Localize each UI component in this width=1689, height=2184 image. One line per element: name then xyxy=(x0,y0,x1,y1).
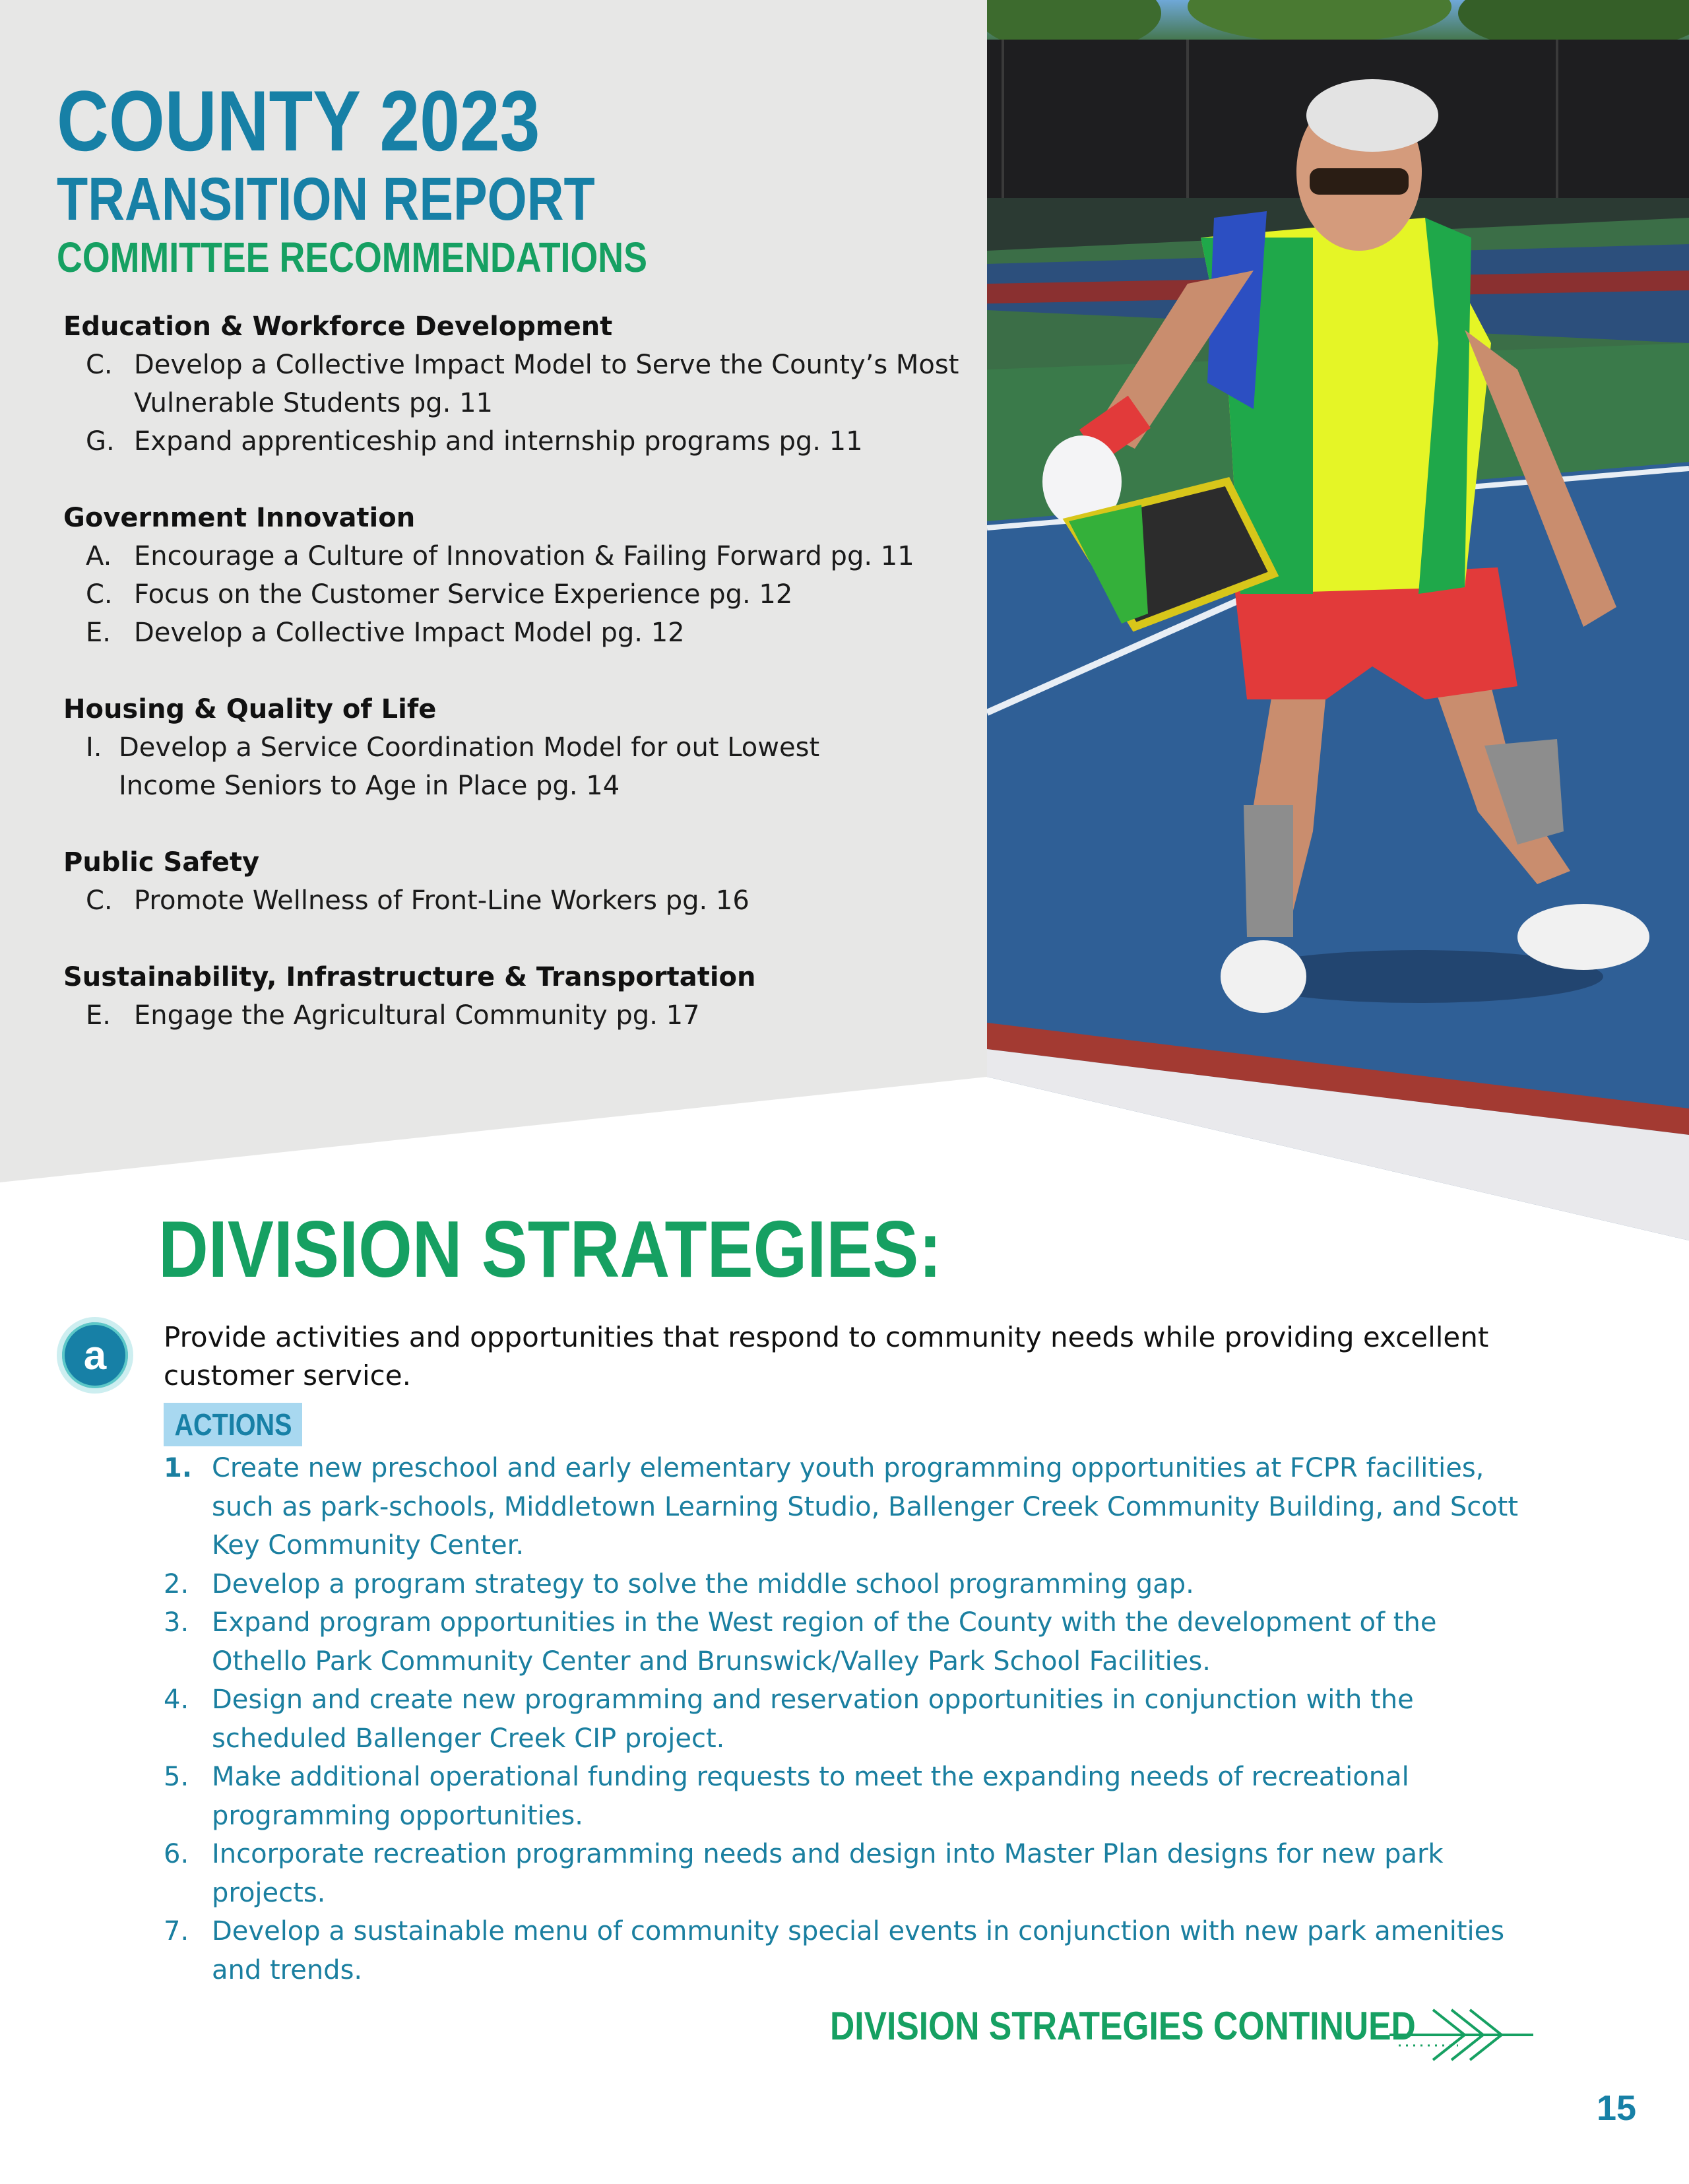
division-strategies-title: DIVISION STRATEGIES: xyxy=(158,1204,942,1294)
action-text: Design and create new programming and reservation opportunities in conjunction with the scheduled Ballenger Creek CIP project. xyxy=(212,1685,1414,1754)
recommendation-letter: C. xyxy=(86,885,113,916)
recommendation-item xyxy=(63,346,974,422)
recommendation-item xyxy=(63,728,888,805)
recommendation-item xyxy=(63,614,974,652)
action-number: 6. xyxy=(164,1839,189,1869)
category-title: Government Innovation xyxy=(63,503,416,533)
action-number: 7. xyxy=(164,1916,189,1946)
report-subtitle: TRANSITION REPORT xyxy=(57,166,595,233)
action-text: Incorporate recreation programming needs and design into Master Plan designs for new park projects. xyxy=(212,1839,1444,1908)
category-education xyxy=(63,307,974,461)
page-number: 15 xyxy=(1597,2088,1637,2128)
recommendation-item xyxy=(63,996,974,1035)
report-title: COUNTY 2023 xyxy=(57,73,540,169)
action-item xyxy=(164,1835,1536,1912)
action-item xyxy=(164,1912,1536,1989)
action-number: 1. xyxy=(164,1453,193,1483)
action-text: Develop a program strategy to solve the middle school programming gap. xyxy=(212,1568,1194,1599)
action-item xyxy=(164,1603,1536,1681)
action-item xyxy=(164,1565,1536,1604)
report-header xyxy=(57,73,759,281)
action-text: Develop a sustainable menu of community special events in conjunction with new park amenities and trends. xyxy=(212,1916,1505,1985)
recommendation-letter: E. xyxy=(86,1000,111,1031)
recommendation-text: Develop a Collective Impact Model pg. 12 xyxy=(134,618,685,648)
category-title: Education & Workforce Development xyxy=(63,311,613,342)
continue-arrow-icon[interactable] xyxy=(1386,1998,1537,2071)
recommendation-text: Encourage a Culture of Innovation & Failing Forward pg. 11 xyxy=(134,541,914,571)
recommendation-text: Focus on the Customer Service Experience pg. 12 xyxy=(134,579,793,610)
category-housing xyxy=(63,690,974,805)
recommendation-letter: I. xyxy=(86,732,102,763)
action-item xyxy=(164,1758,1536,1835)
actions-label xyxy=(164,1403,302,1446)
action-text: Expand program opportunities in the West region of the County with the development of the Othello Park Community Center and Brunswick/Valley Park School Facilities. xyxy=(212,1607,1437,1677)
recommendation-text: Expand apprenticeship and internship programs pg. 11 xyxy=(134,426,863,457)
category-title: Public Safety xyxy=(63,847,260,878)
recommendation-letter: C. xyxy=(86,350,113,380)
action-number: 4. xyxy=(164,1685,189,1715)
action-item xyxy=(164,1449,1536,1565)
recommendation-text: Develop a Collective Impact Model to Serve the County’s Most Vulnerable Students pg. 11 xyxy=(134,350,959,418)
recommendation-text: Engage the Agricultural Community pg. 17 xyxy=(134,1000,700,1031)
recommendation-item xyxy=(63,575,974,614)
actions-list xyxy=(164,1449,1536,1989)
strategy-description: Provide activities and opportunities that respond to community needs while providing excellent customer service. xyxy=(164,1321,1489,1392)
division-strategies-continued-link[interactable]: DIVISION STRATEGIES CONTINUED xyxy=(830,2004,1416,2048)
recommendation-letter: C. xyxy=(86,579,113,610)
section-heading: COMMITTEE RECOMMENDATIONS xyxy=(57,234,647,281)
recommendation-letter: A. xyxy=(86,541,112,571)
action-text: Make additional operational funding requests to meet the expanding needs of recreational programming opportunities. xyxy=(212,1762,1409,1831)
recommendation-letter: E. xyxy=(86,618,111,648)
action-item xyxy=(164,1681,1536,1758)
category-public-safety xyxy=(63,843,974,920)
strategy-badge: a xyxy=(57,1317,133,1394)
category-sustainability xyxy=(63,958,974,1035)
category-title: Housing & Quality of Life xyxy=(63,694,437,724)
recommendation-text: Develop a Service Coordination Model for out Lowest Income Seniors to Age in Place pg. 14 xyxy=(119,732,820,801)
recommendation-text: Promote Wellness of Front-Line Workers pg. 16 xyxy=(134,885,749,916)
action-number: 5. xyxy=(164,1762,189,1792)
recommendation-letter: G. xyxy=(86,426,115,457)
action-number: 3. xyxy=(164,1607,189,1638)
action-number: 2. xyxy=(164,1568,189,1599)
recommendation-item xyxy=(63,882,974,920)
actions-label-text: ACTIONS xyxy=(174,1407,292,1442)
committee-recommendations xyxy=(63,307,974,1073)
recommendation-item xyxy=(63,537,974,575)
recommendation-item xyxy=(63,422,974,461)
category-title: Sustainability, Infrastructure & Transportation xyxy=(63,962,756,992)
action-text: Create new preschool and early elementary youth programming opportunities at FCPR facilities, such as park-schools, Middletown Learning Studio, Ballenger Creek Community Building, and Scott Key Community Center. xyxy=(212,1453,1519,1560)
category-government-innovation xyxy=(63,499,974,652)
